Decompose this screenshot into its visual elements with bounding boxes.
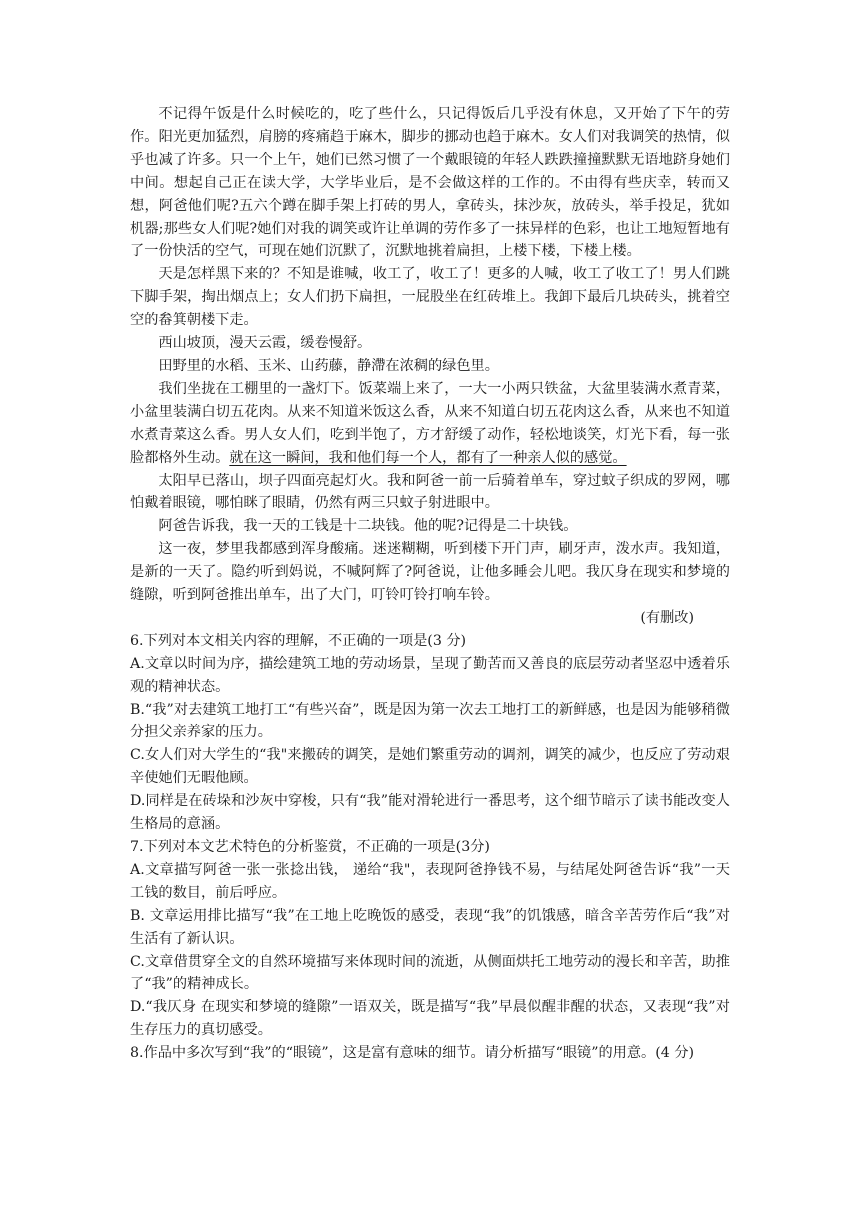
question-7-option-d: D.“我仄身 在现实和梦境的缝隙”一语双关，既是描写“我”早晨似醒非醒的状态，又表现“我”对生存压力的真切感受。 — [130, 999, 730, 1039]
passage-paragraph-6: 太阳早已落山，坝子四面亮起灯火。我和阿爸一前一后骑着单车，穿过蚊子织成的罗网，哪怕戴着眼镜，哪怕眯了眼睛，仍然有两三只蚊子射进眼中。 — [130, 472, 730, 512]
question-6-option-d: D.同样是在砖垛和沙灰中穿梭，只有“我”能对滑轮进行一番思考，这个细节暗示了读书能改变人生格局的意涵。 — [130, 793, 730, 833]
underlined-sentence: 就在这一瞬间，我和他们每一个人，都有了一种亲人似的感觉。 — [229, 449, 627, 466]
question-8: 8.作品中多次写到“我”的“眼镜”，这是富有意味的细节。请分析描写“眼镜”的用意。(4 分) — [130, 1045, 695, 1062]
question-6: 6.下列对本文相关内容的理解，不正确的一项是(3 分) — [130, 632, 467, 649]
document-body — [130, 103, 730, 1065]
passage-paragraph-5-text: 我们坐拢在工棚里的一盏灯下。饭菜端上来了，一大一小两只铁盆，大盆里装满水煮青菜，小盆里装满白切五花肉。从来不知道米饭这么香，从来不知道白切五花肉这么香，从来也不知道水煮青菜这么香。男人女人们，吃到半饱了，方才舒缓了动作，轻松地谈笑，灯光下看，每一张脸都格外生动。 — [130, 380, 730, 466]
question-6-option-a: A.文章以时间为序，描绘建筑工地的劳动场景，呈现了勤苦而又善良的底层劳动者坚忍中透着乐观的精神状态。 — [130, 655, 730, 695]
question-7-option-b: B. 文章运用排比描写“我”在工地上吃晚饭的感受，表现“我”的饥饿感，暗含辛苦劳作后“我”对生活有了新认识。 — [130, 907, 730, 947]
passage-paragraph-4: 田野里的水稻、玉米、山药藤，静滯在浓稠的绿色里。 — [158, 357, 499, 374]
question-7-option-c: C.文章借贯穿全文的自然环境描写来体现时间的流逝，从侧面烘托工地劳动的漫长和辛苦，助推了“我”的精神成长。 — [130, 953, 730, 993]
passage-paragraph-1: 不记得午饭是什么时候吃的，吃了些什么，只记得饭后几乎没有休息，又开始了下午的劳作。阳光更加猛烈，肩膀的疼痛趋于麻木，脚步的挪动也趋于麻木。女人们对我调笑的热情，似乎也减了许多。只一个上午，她们已然习惯了一个戴眼镜的年轻人跌跌撞撞默默无语地跻身她们中间。想起自己正在读大学，大学毕业后，是不会做这样的工作的。不由得有些庆幸，转而又想，阿爸他们呢?五六个蹲在脚手架上打砖的男人，拿砖头，抹沙灰，放砖头，举手投足，犹如机器;那些女人们呢?她们对我的调笑或许让单调的劳作多了一抹异样的色彩，也让工地短暂地有了一份快活的空气，可现在她们沉默了，沉默地挑着扁担，上楼下楼，下楼上楼。 — [130, 106, 730, 260]
passage-paragraph-8: 这一夜，梦里我都感到浑身酸痛。迷迷糊糊，听到楼下开门声，刷牙声，泼水声。我知道，是新的一天了。隐约听到妈说，不喊阿辉了?阿爸说，让他多睡会儿吧。我仄身在现实和梦境的缝隙，听到阿爸推出单车，出了大门，叮铃叮铃打响车铃。 — [130, 541, 730, 604]
passage-paragraph-7: 阿爸告诉我，我一天的工钱是十二块钱。他的呢?记得是二十块钱。 — [158, 518, 578, 535]
question-7-option-a: A.文章描写阿爸一张一张捻出钱， 递给“我"，表现阿爸挣钱不易，与结尾处阿爸告诉“我”一天工钱的数目，前后呼应。 — [130, 861, 730, 901]
question-6-option-c: C.女人们对大学生的“我"来搬砖的调笑，是她们繁重劳动的调剂，调笑的减少，也反应了劳动艰辛使她们无暇他顾。 — [130, 747, 730, 787]
edit-note: (有删改) — [640, 609, 694, 626]
question-7: 7.下列对本文艺术特色的分析鉴赏，不正确的一项是(3分) — [130, 839, 490, 855]
passage-paragraph-2: 天是怎样黑下来的？不知是谁喊，收工了，收工了！更多的人喊，收工了收工了！男人们跳下脚手架，掏出烟点上；女人们扔下扁担，一屁股坐在红砖堆上。我卸下最后几块砖头，挑着空空的畚箕朝楼下走。 — [130, 266, 730, 329]
question-6-option-b: B.“我”对去建筑工地打工“有些兴奋”，既是因为第一次去工地打工的新鲜感，也是因为能够稍微分担父亲养家的压力。 — [130, 701, 730, 741]
passage-paragraph-3: 西山坡顶，漫天云霞，缓卷慢舒。 — [158, 335, 372, 352]
passage-paragraph-5 — [130, 378, 730, 470]
